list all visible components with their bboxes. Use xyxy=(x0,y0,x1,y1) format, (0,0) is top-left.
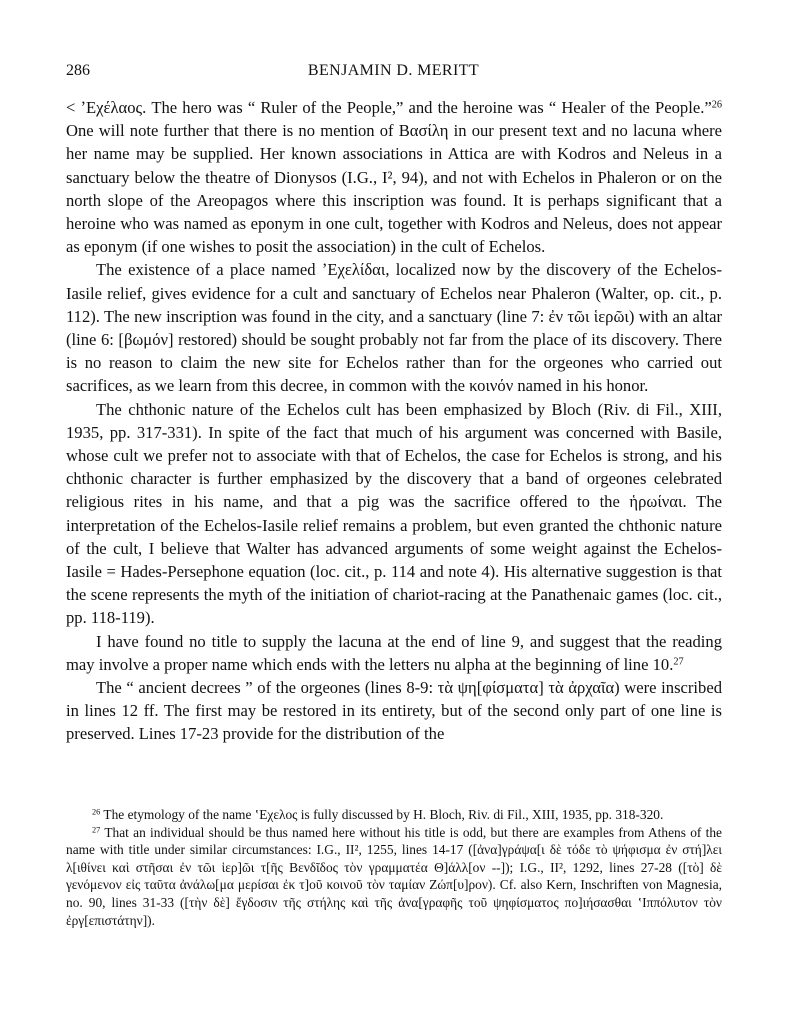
body-text xyxy=(66,96,722,746)
paragraph-5: The “ ancient decrees ” of the orgeones (lines 8-9: τὰ ψη[φίσματα] τὰ ἀρχαῖα) were inscribed in lines 12 ff. The first may be restored in its entirety, but of the second only part of one line is preserved. Lines 17-23 provide for the distribution of the xyxy=(66,678,722,744)
paragraph-1 xyxy=(66,96,722,258)
page-header xyxy=(66,62,721,84)
footnote-text: That an individual should be thus named here without his title is odd, but there are examples from Athens of the name with title under similar circumstances: I.G., II², 1255, lines 14-17 ([ἀνα]γράψα[ι δὲ τόδε τὸ ψήφισμα ἐν στή]λει λ[ιθίνει καὶ στῆσαι ἐν τῶι ἱερ]ῶι τ[ῆς Βενδῖδος τὸν γραμματέα Θ]άλλ[ον --]); I.G., II², 1292, lines 27-28 ([τὸ] δὲ γενόμενον εἰς ταῦτα ἀνάλω[μα μερίσαι ἐκ τ]οῦ κοινοῦ τὸν ταμίαν Ζώπ[υ]ρον). Cf. also Kern, Inschriften von Magnesia, no. 90, lines 31-33 ([τὴν δὲ] ἔγδοσιν τῆς στήλης καὶ τῆς ἀνα[γραφῆς τοῦ ψηφίσματος πο]ιήσασθαι ʽΙππόλυτον τὸν ἐργ[επιστάτην]). xyxy=(66,824,722,928)
paragraph-4-text: I have found no title to supply the lacuna at the end of line 9, and suggest that the reading may involve a proper name which ends with the letters nu alpha at the beginning of line 10. xyxy=(66,631,722,674)
footnote-ref-27[interactable]: 27 xyxy=(673,656,684,668)
footnote-27 xyxy=(66,824,722,930)
paragraph-1-text-a: < ʼΕχέλαος. The hero was “ Ruler of the People,” and the heroine was “ Healer of the People.” xyxy=(66,98,712,117)
paragraph-4 xyxy=(66,630,722,676)
footnote-number: 27 xyxy=(92,825,101,835)
footnote-ref-26[interactable]: 26 xyxy=(711,99,722,111)
footnote-number: 26 xyxy=(92,807,101,817)
paragraph-2: The existence of a place named ʼΕχελίδαι, localized now by the discovery of the Echelos-Iasile relief, gives evidence for a cult and sanctuary of Echelos near Phaleron (Walter, op. cit., p. 112). The new inscription was found in the city, and a sanctuary (line 7: ἐν τῶι ἱερῶι) with an altar (line 6: [βωμόν] restored) should be sought probably not far from the place of its discovery. There is no reason to claim the new site for Echelos rather than for the orgeones who carried out sacrifices, as we learn from this decree, in common with the κοινόν named in his honor. xyxy=(66,260,722,396)
footnotes xyxy=(66,806,722,929)
footnote-26 xyxy=(66,806,722,824)
footnote-text: The etymology of the name ʽΕχελος is fully discussed by H. Bloch, Riv. di Fil., XIII, 1935, pp. 318-320. xyxy=(100,807,664,822)
paragraph-1-text-b: One will note further that there is no mention of Βασίλη in our present text and no lacuna where her name may be supplied. Her known associations in Attica are with Kodros and Neleus in a sanctuary below the theatre of Dionysos (I.G., I², 94), and not with Echelos in Phaleron or on the north slope of the Areopagos where this inscription was found. It is perhaps significant that a heroine who was named as eponym in one cult, together with Kodros and Neleus, does not appear as eponym (if one wishes to posit the association) in the cult of Echelos. xyxy=(66,121,722,257)
paragraph-3: The chthonic nature of the Echelos cult has been emphasized by Bloch (Riv. di Fil., XIII, 1935, pp. 317-331). In spite of the fact that much of his argument was concerned with Basile, whose cult we prefer not to associate with that of Echelos, the case for Echelos is strong, and his chthonic character is further emphasized by the discovery that a band of orgeones celebrated religious rites in his name, and that a pig was the sacrifice offered to the ἡρωίναι. The interpretation of the Echelos-Iasile relief remains a problem, but even granted the chthonic nature of the cult, I believe that Walter has advanced arguments of some weight against the Echelos-Iasile = Hades-Persephone equation (loc. cit., p. 114 and note 4). His alternative suggestion is that the scene represents the myth of the initiation of chariot-racing at the Panathenaic games (loc. cit., pp. 118-119). xyxy=(66,399,722,628)
running-head: BENJAMIN D. MERITT xyxy=(307,62,480,79)
page-number: 286 xyxy=(66,62,90,79)
